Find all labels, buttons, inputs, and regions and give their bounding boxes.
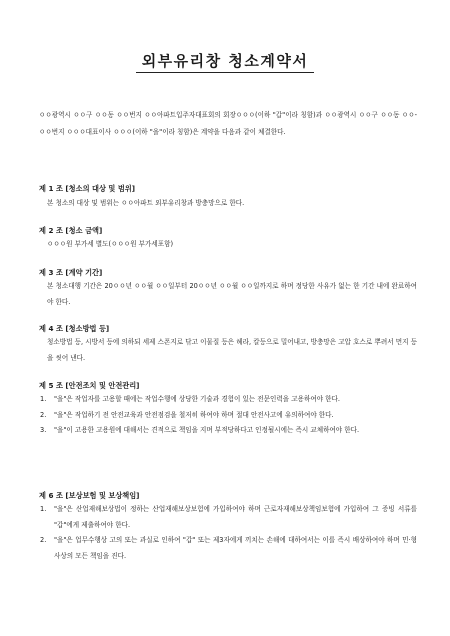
- article-3-heading: 제 3 조 [계약 기간]: [39, 268, 103, 277]
- article-2-body: ㅇㅇㅇ원 부가세 별도(ㅇㅇㅇ원 부가세포함): [47, 240, 174, 248]
- article-1-body: 본 청소의 대상 및 범위는 ㅇㅇ아파트 외부유리창과 방충망으로 한다.: [47, 199, 245, 207]
- article-6-heading: 제 6 조 [보상보험 및 보상책임]: [39, 491, 140, 500]
- item-number: 2.: [40, 410, 47, 419]
- item-text: "을"은 산업재해보상법이 정하는 산업재해보상보험에 가입하여야 하며 근로자재해보상책임보험에 가입하여 그 증빙 서류를 "갑"에게 제출하여야 한다.: [54, 505, 417, 529]
- list-item: [40, 423, 417, 439]
- item-text: "을"은 작업하기 전 안전교육과 안전점검을 철저히 하여야 하며 절대 안전사고에 유의하여야 한다.: [54, 410, 334, 419]
- article-3-body: 본 청소대행 기간은 20ㅇㅇ년 ㅇㅇ월 ㅇㅇ일부터 20ㅇㅇ년 ㅇㅇ월 ㅇㅇ일까지로 하며 정당한 사유가 없는 한 기간 내에 완료하여야 한다.: [47, 282, 417, 306]
- article-5-heading: 제 5 조 [안전조치 및 안전관리]: [39, 381, 140, 390]
- item-text: "을"은 업무수행상 고의 또는 과실로 인하여 "갑" 또는 제3자에게 끼치는 손해에 대하여서는 이를 즉시 배상하여야 하며 민·형사상의 모든 책임을 진다.: [54, 536, 417, 560]
- item-number: 1.: [40, 505, 47, 513]
- article-1-heading: 제 1 조 [청소의 대상 및 범위]: [39, 184, 136, 193]
- article-4-body: 청소방법 등, 시방서 등에 의하되 세제 스폰지로 닦고 이물질 등은 헤라, 칼등으로 밀어내고, 방충망은 고압 호스로 뿌려서 먼지 등을 씻어 낸다.: [47, 338, 417, 362]
- item-number: 1.: [40, 395, 47, 403]
- article-6-list: [40, 502, 417, 564]
- document-title-text: 외부유리창 청소계약서: [136, 52, 315, 73]
- item-text: "을"이 고용한 고용원에 대해서는 견적으로 책임을 지며 부적당하다고 인정될시에는 즉시 교체하여야 한다.: [54, 426, 360, 434]
- article-5-list: [40, 392, 417, 439]
- article-2-heading: 제 2 조 [청소 금액]: [39, 226, 103, 235]
- list-item: [40, 502, 417, 533]
- document-title: [0, 50, 450, 71]
- item-number: 2.: [40, 536, 47, 544]
- item-text: "을"은 작업자를 고용할 때에는 작업수행에 상당한 기술과 경험이 있는 전문인력을 고용하여야 한다.: [54, 395, 340, 403]
- list-item: [40, 408, 417, 424]
- item-number: 3.: [40, 426, 47, 434]
- list-item: [40, 392, 417, 408]
- article-4-heading: 제 4 조 [청소방법 등]: [39, 324, 110, 333]
- list-item: [40, 533, 417, 564]
- intro-paragraph: ㅇㅇ광역시 ㅇㅇ구 ㅇㅇ동 ㅇㅇ번지 ㅇㅇ아파트입주자대표회의 회장ㅇㅇㅇ(이하 "갑"이라 칭함)과 ㅇㅇ광역시 ㅇㅇ구 ㅇㅇ동 ㅇㅇ-ㅇㅇ번지 ㅇㅇㅇ대표이사 ㅇㅇㅇ(이하 "을"이라 칭함)은 계약을 다음과 같이 체결한다.: [39, 111, 417, 136]
